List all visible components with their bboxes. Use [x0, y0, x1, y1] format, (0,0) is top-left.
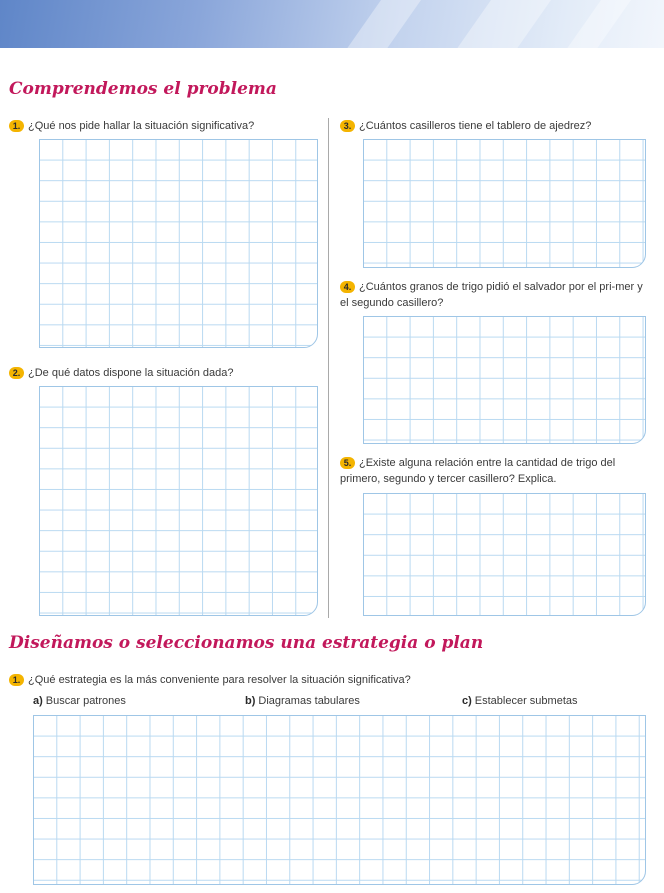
question-text: ¿De qué datos dispone la situación dada?	[28, 367, 234, 379]
strategy-options	[0, 695, 664, 711]
question-text: ¿Cuántos casilleros tiene el tablero de ajedrez?	[359, 120, 592, 132]
question-2	[9, 365, 319, 381]
option-text: Diagramas tabulares	[258, 695, 360, 707]
banner-stripe	[552, 0, 638, 48]
answer-grid-strategy[interactable]	[33, 715, 646, 885]
question-number-badge: 1.	[9, 120, 24, 132]
question-text: ¿Qué estrategia es la más conveniente para resolver la situación significativa?	[28, 674, 411, 686]
question-text: ¿Existe alguna relación entre la cantidad de trigo del primero, segundo y tercer casillero? Explica.	[340, 457, 616, 485]
question-number-badge: 1.	[9, 674, 24, 686]
question-text: ¿Cuántos granos de trigo pidió el salvador por el pri-mer y el segundo casillero?	[340, 281, 643, 309]
question-text: ¿Qué nos pide hallar la situación significativa?	[28, 120, 255, 132]
option-c[interactable]	[462, 695, 578, 707]
option-text: Establecer submetas	[474, 695, 578, 707]
question-number-badge: 3.	[340, 120, 355, 132]
question-number-badge: 5.	[340, 457, 355, 469]
question-number-badge: 2.	[9, 367, 24, 379]
question-3	[340, 118, 650, 134]
option-letter: c)	[462, 695, 472, 707]
option-text: Buscar patrones	[45, 695, 126, 707]
option-letter: a)	[33, 695, 43, 707]
question-4	[340, 279, 650, 311]
answer-grid-4[interactable]	[363, 316, 646, 444]
answer-grid-5[interactable]	[363, 493, 646, 616]
section-title-comprendemos: Comprendemos el problema	[9, 79, 277, 99]
section-title-disenamos: Diseñamos o seleccionamos una estrategia o plan	[9, 633, 484, 653]
question-1	[9, 118, 319, 134]
option-letter: b)	[245, 695, 256, 707]
question-5	[340, 455, 654, 487]
header-banner	[0, 0, 664, 48]
question-number-badge: 4.	[340, 281, 355, 293]
answer-grid-2[interactable]	[39, 386, 318, 616]
option-a[interactable]	[33, 695, 126, 707]
banner-stripe	[332, 0, 428, 48]
strategy-question	[9, 672, 649, 688]
option-b[interactable]	[245, 695, 360, 707]
answer-grid-1[interactable]	[39, 139, 318, 348]
answer-grid-3[interactable]	[363, 139, 646, 268]
column-divider	[328, 118, 329, 618]
banner-stripe	[442, 0, 558, 48]
